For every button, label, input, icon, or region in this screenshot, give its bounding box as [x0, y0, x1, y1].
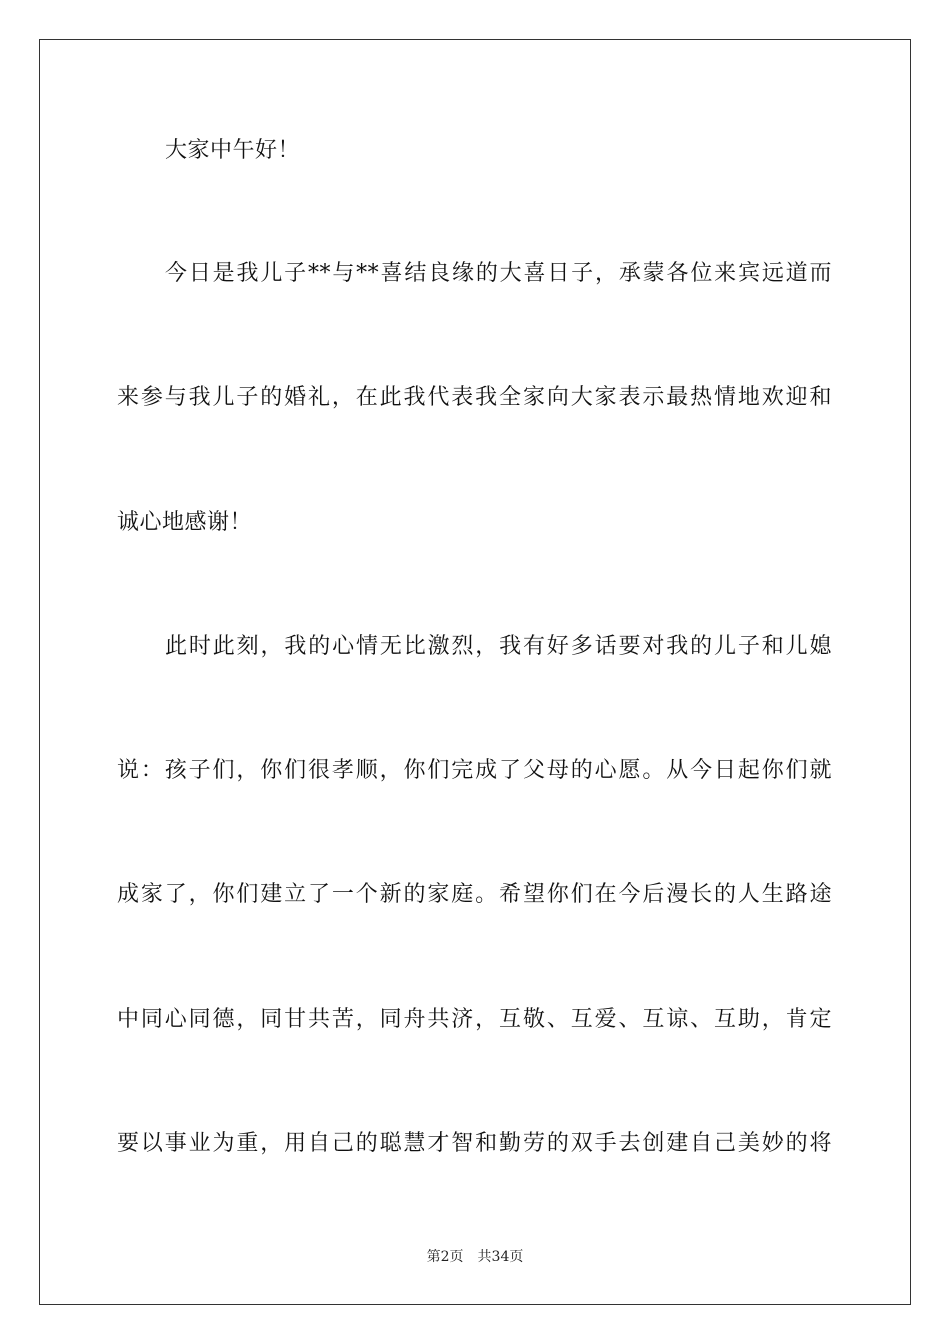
- paragraph-line: 中同心同德，同甘共苦，同舟共济，互敬、互爱、互谅、互助，肯定: [117, 1007, 832, 1032]
- page-footer: [0, 1248, 950, 1266]
- paragraph-line: 说：孩子们，你们很孝顺，你们完成了父母的心愿。从今日起你们就: [117, 758, 832, 783]
- page-number: 第2页: [426, 1249, 464, 1265]
- paragraph-line: 诚心地感谢！: [117, 510, 253, 535]
- paragraph-line: 此时此刻，我的心情无比激烈，我有好多话要对我的儿子和儿媳: [165, 634, 832, 659]
- paragraph-line: 大家中午好！: [165, 138, 301, 163]
- paragraph-line: 来参与我儿子的婚礼，在此我代表我全家向大家表示最热情地欢迎和: [117, 385, 832, 410]
- page-frame: [39, 39, 911, 1305]
- paragraph-line: 成家了，你们建立了一个新的家庭。希望你们在今后漫长的人生路途: [117, 882, 832, 907]
- paragraph-line: 要以事业为重，用自己的聪慧才智和勤劳的双手去创建自己美妙的将: [117, 1131, 832, 1156]
- paragraph-line: 今日是我儿子**与**喜结良缘的大喜日子，承蒙各位来宾远道而: [165, 261, 832, 286]
- page-total: 共34页: [477, 1249, 524, 1265]
